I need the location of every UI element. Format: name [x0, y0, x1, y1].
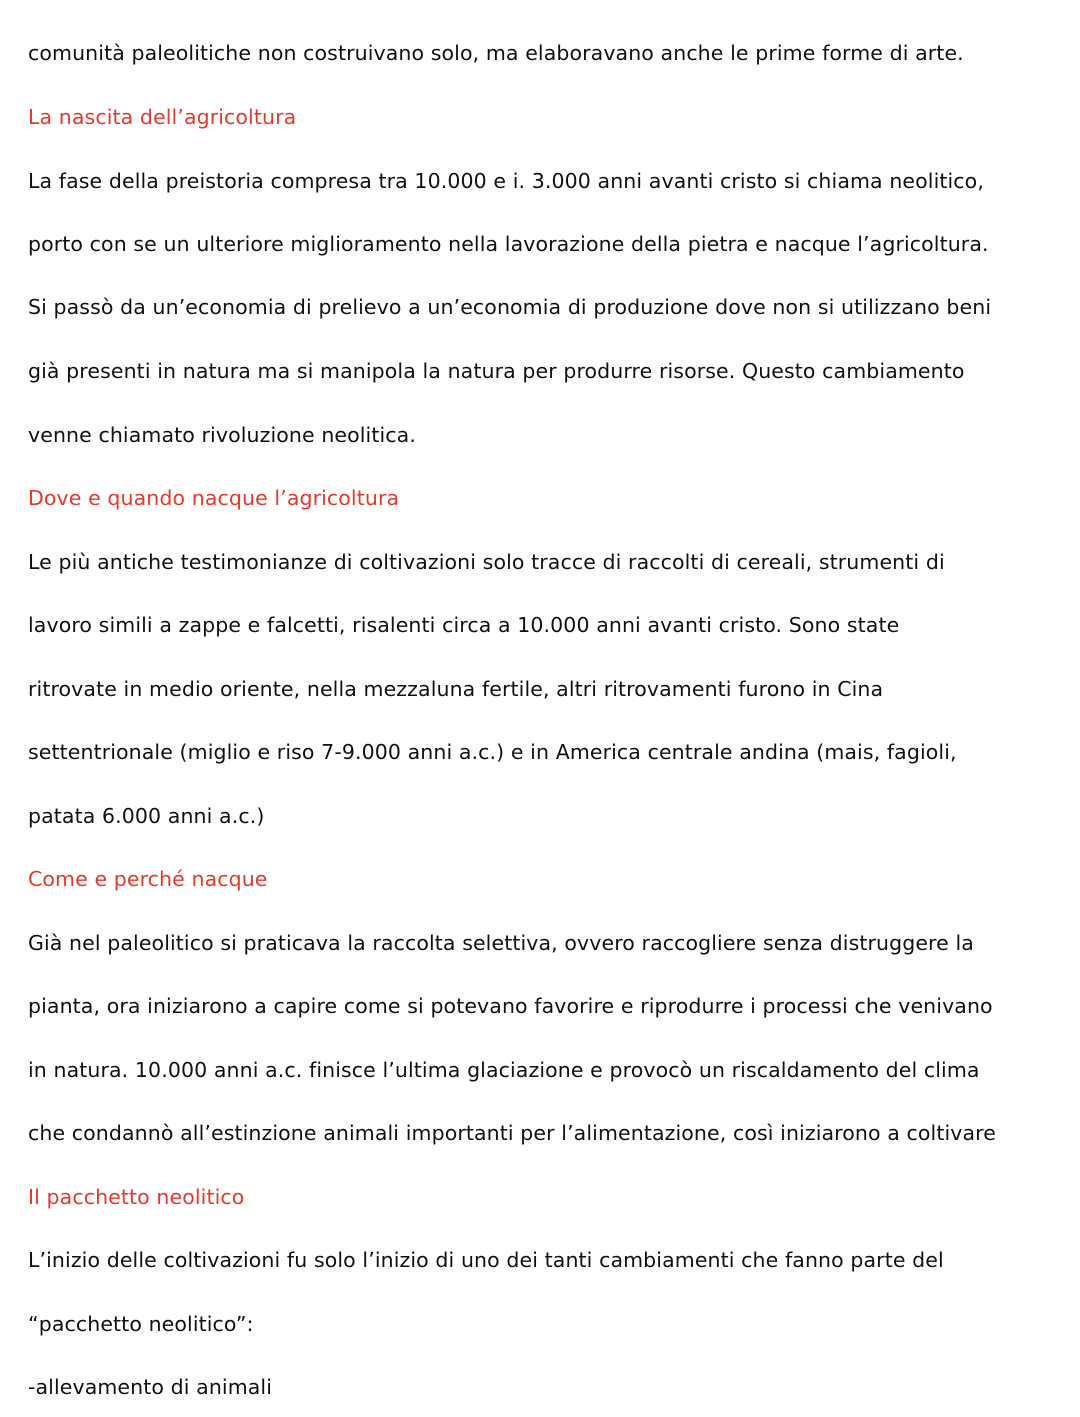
paragraph-line: porto con se un ulteriore miglioramento nella lavorazione della pietra e nacque l’agricoltura.: [28, 232, 989, 256]
paragraph-line: pianta, ora iniziarono a capire come si potevano favorire e riprodurre i processi che venivano: [28, 994, 993, 1018]
heading-pacchetto-neolitico: Il pacchetto neolitico: [28, 1185, 245, 1209]
paragraph-line: in natura. 10.000 anni a.c. finisce l’ultima glaciazione e provocò un riscaldamento del clima: [28, 1058, 980, 1082]
paragraph-line: già presenti in natura ma si manipola la natura per produrre risorse. Questo cambiamento: [28, 359, 965, 383]
paragraph-line: settentrionale (miglio e riso 7-9.000 anni a.c.) e in America centrale andina (mais, fagioli,: [28, 740, 957, 764]
paragraph-line: lavoro simili a zappe e falcetti, risalenti circa a 10.000 anni avanti cristo. Sono state: [28, 613, 900, 637]
heading-nascita-agricoltura: La nascita dell’agricoltura: [28, 105, 297, 129]
paragraph-line: Già nel paleolitico si praticava la raccolta selettiva, ovvero raccogliere senza distruggere la: [28, 931, 974, 955]
paragraph-line: “pacchetto neolitico”:: [28, 1312, 254, 1336]
paragraph-line: L’inizio delle coltivazioni fu solo l’inizio di uno dei tanti cambiamenti che fanno parte del: [28, 1248, 944, 1272]
paragraph-line: patata 6.000 anni a.c.): [28, 804, 265, 828]
paragraph-line: Si passò da un’economia di prelievo a un’economia di produzione dove non si utilizzano beni: [28, 295, 992, 319]
list-item: -allevamento di animali: [28, 1375, 273, 1399]
paragraph-line: ritrovate in medio oriente, nella mezzaluna fertile, altri ritrovamenti furono in Cina: [28, 677, 884, 701]
heading-come-perche: Come e perché nacque: [28, 867, 268, 891]
paragraph-line: venne chiamato rivoluzione neolitica.: [28, 423, 416, 447]
intro-line: comunità paleolitiche non costruivano solo, ma elaboravano anche le prime forme di arte.: [28, 41, 964, 65]
heading-dove-quando: Dove e quando nacque l’agricoltura: [28, 486, 400, 510]
paragraph-line: La fase della preistoria compresa tra 10.000 e i. 3.000 anni avanti cristo si chiama neolitico,: [28, 169, 984, 193]
paragraph-line: Le più antiche testimonianze di coltivazioni solo tracce di raccolti di cereali, strumenti di: [28, 550, 945, 574]
paragraph-line: che condannò all’estinzione animali importanti per l’alimentazione, così iniziarono a coltivare: [28, 1121, 996, 1145]
